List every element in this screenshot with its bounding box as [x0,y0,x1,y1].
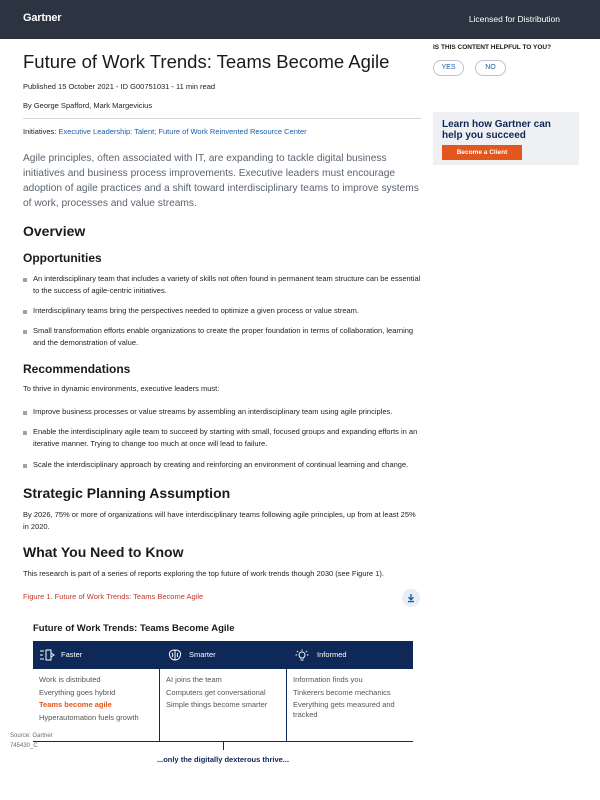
promo-title: Learn how Gartner can help you succeed [442,119,551,141]
gartner-logo[interactable]: Gartner [23,12,62,24]
figure-header-bar [33,641,413,669]
top-bar [0,0,600,39]
recommendations-heading: Recommendations [23,362,131,376]
initiatives [23,127,307,136]
list-item: Hyperautomation fuels growth [39,712,139,722]
initiative-link-talent[interactable]: Executive Leadership: Talent; [58,127,157,136]
list-item: Simple things become smarter [166,700,268,709]
list-item: AI joins the team [166,675,222,684]
recommendations-list [23,406,421,471]
figure-center-tick [223,741,224,750]
list-item: Enable the interdisciplinary agile team to succeed by starting with small, focused groups and expanding efforts in an iterative manner. Trying to change too much at once will lead to failure. [23,426,421,450]
column-list-informed [293,675,413,723]
licensed-label: Licensed for Distribution [468,14,560,24]
wyntk-heading: What You Need to Know [23,544,184,560]
opportunities-heading: Opportunities [23,251,102,265]
list-item: Work is distributed [39,675,101,684]
become-client-button[interactable]: Become a Client [442,145,522,160]
figure-footer: ...only the digitally dexterous thrive... [156,755,290,764]
column-list-smarter [166,675,286,713]
column-head-label: Smarter [189,650,216,659]
lead-paragraph: Agile principles, often associated with IT, are expanding to tackle digital business initiatives and business process improvements. Executive leaders must encourage adoption of agile practices and a shift toward interdisciplinary teams to improve systems of work, processes and value streams. [23,153,419,209]
list-item: Scale the interdisciplinary approach by creating and reinforcing an environment of continual learning and change. [23,459,421,471]
recommendations-intro: To thrive in dynamic environments, executive leaders must: [23,384,220,393]
initiative-link-future-of-work[interactable]: Future of Work Reinvented Resource Center [158,127,307,136]
list-item: Information finds you [293,675,363,684]
authors: By George Spafford, Mark Margevicius [23,101,153,110]
download-button[interactable] [402,589,420,607]
wyntk-text: This research is part of a series of reports exploring the top future of work trends though 2030 (see Figure 1). [23,569,385,578]
opportunities-list [23,273,421,349]
helpful-question: IS THIS CONTENT HELPFUL TO YOU? [433,44,552,51]
brain-icon [168,649,182,661]
figure-code: 745430_C [10,743,38,749]
list-item: Interdisciplinary teams bring the perspectives needed to optimize a given process or value stream. [23,305,421,317]
list-item: Everything gets measured and tracked [293,700,395,719]
figure-title: Future of Work Trends: Teams Become Agile [33,623,235,634]
overview-heading: Overview [23,223,86,239]
column-head-faster [39,641,159,669]
figure-caption[interactable]: Figure 1. Future of Work Trends: Teams Become Agile [23,592,204,601]
no-button[interactable]: NO [475,60,506,76]
promo-card [433,112,579,165]
column-divider [286,641,287,741]
list-item: Computers get conversational [166,687,266,697]
divider [23,118,421,119]
column-head-label: Faster [61,650,83,659]
list-item: Tinkerers become mechanics [293,687,391,697]
list-item: An interdisciplinary team that includes a variety of skills not often found in permanent team structure can be essential to the success of agile-centric initiatives. [23,273,421,297]
spa-heading: Strategic Planning Assumption [23,485,231,501]
list-item-highlighted: Teams become agile [39,700,112,709]
download-icon [406,593,416,603]
publish-meta: Published 15 October 2021 - ID G00751031 - 11 min read [23,82,216,91]
figure-source: Source: Gartner [10,733,53,739]
initiatives-label: Initiatives: [23,127,57,136]
column-divider [159,641,160,741]
column-list-faster [39,675,159,725]
column-head-smarter [168,641,288,669]
speed-lines-icon [39,649,55,661]
list-item: Everything goes hybrid [39,687,116,697]
list-item: Small transformation efforts enable organizations to create the proper foundation in terms of collaboration, learning and the demonstration of value. [23,325,421,349]
column-head-informed [295,641,413,669]
page-title: Future of Work Trends: Teams Become Agile [23,51,390,72]
spa-text: By 2026, 75% or more of organizations will have interdisciplinary teams following agile principles, up from at least 25% in 2020. [23,510,416,531]
list-item: Improve business processes or value streams by assembling an interdisciplinary team using agile principles. [23,406,421,418]
yes-button[interactable]: YES [433,60,464,76]
column-head-label: Informed [317,650,347,659]
lightbulb-icon [295,649,309,662]
